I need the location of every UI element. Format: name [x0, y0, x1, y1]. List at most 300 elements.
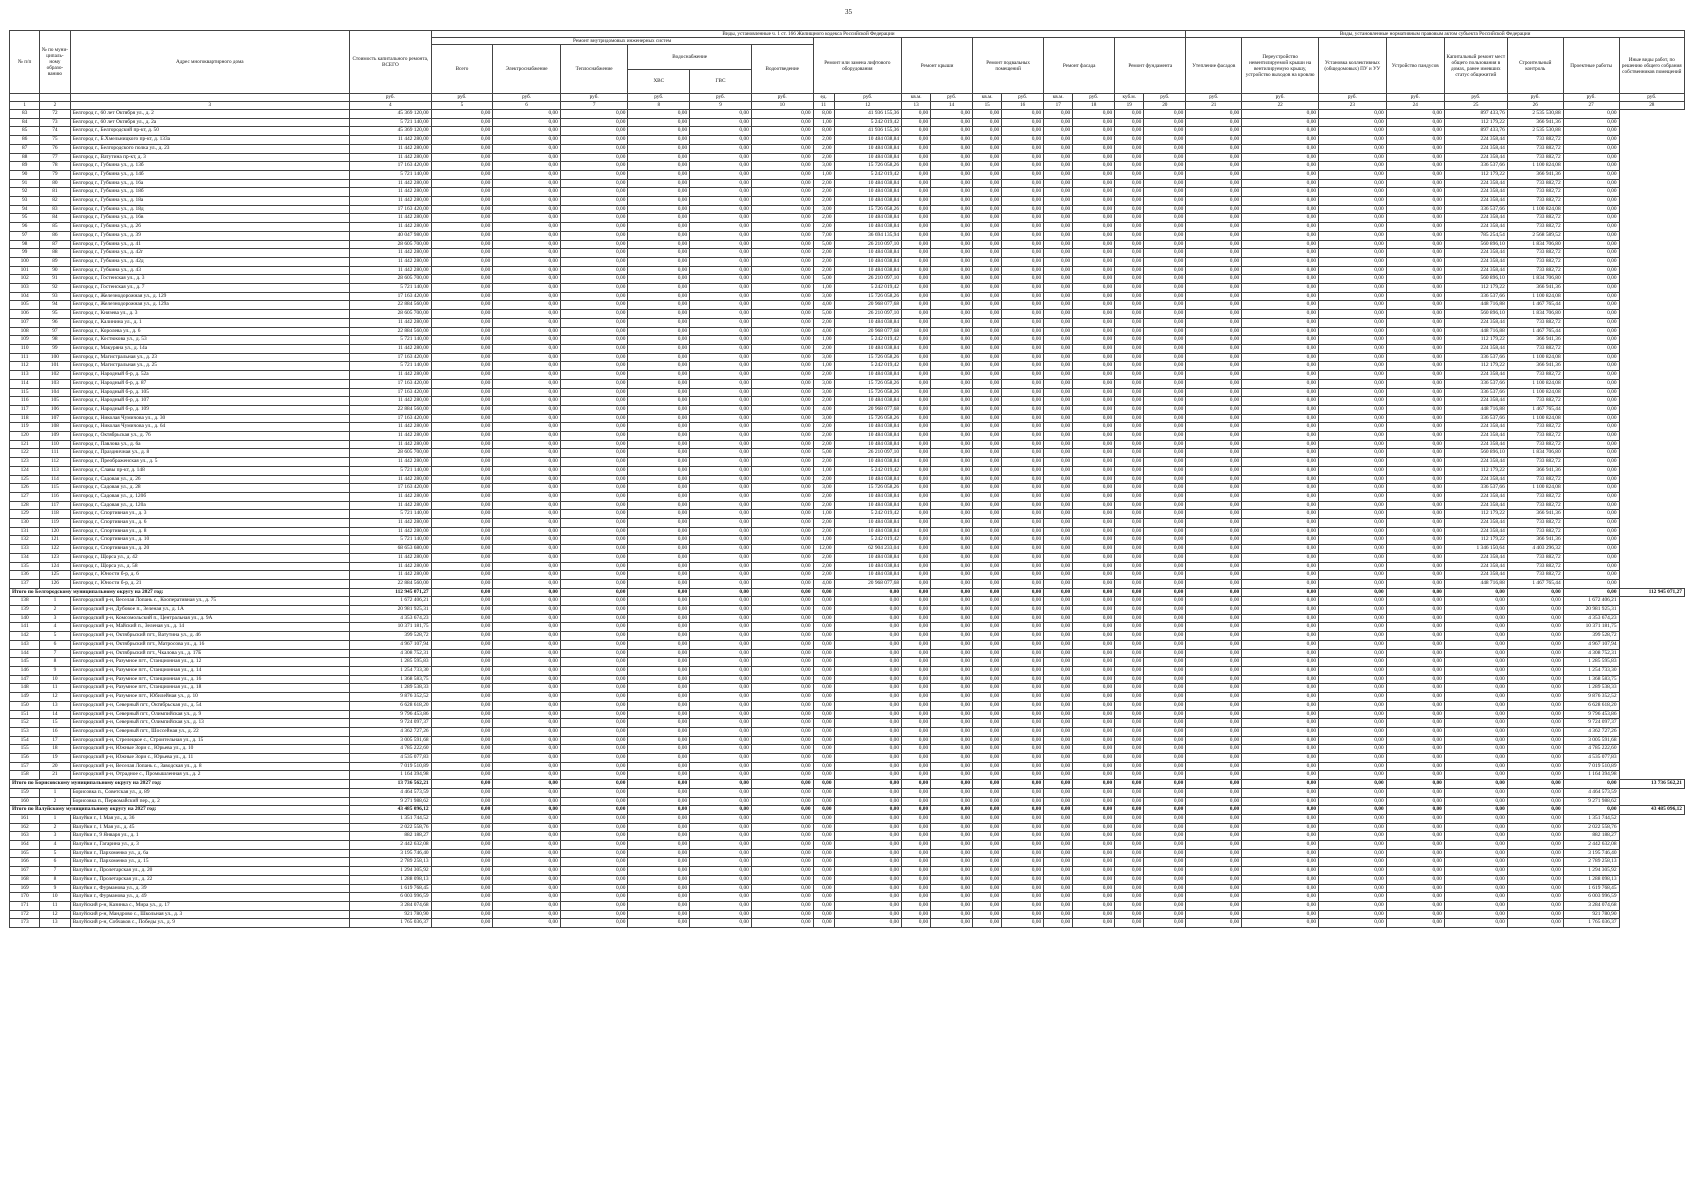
value-cell: 0,00	[690, 858, 752, 867]
lift-cost-cell: 0,00	[834, 710, 902, 719]
value-cell: 0,00	[1242, 649, 1319, 658]
value-cell: 0,00	[493, 736, 561, 745]
value-cell: 0,00	[493, 693, 561, 702]
value-cell: 0,00	[1319, 162, 1387, 171]
other-works-cell: 0,00	[1563, 179, 1619, 188]
value-cell: 0,00	[431, 205, 493, 214]
value-cell: 0,00	[690, 170, 752, 179]
other-works-cell: 0,00	[1563, 110, 1619, 119]
project-works-cell: 0,00	[1507, 788, 1563, 797]
value-cell: 0,00	[1242, 701, 1319, 710]
value-cell: 0,00	[1507, 806, 1563, 815]
value-cell: 0,00	[751, 362, 813, 371]
value-cell: 0,00	[902, 588, 931, 597]
other-works-cell: 3 284 074,68	[1563, 901, 1619, 910]
value-cell: 0,00	[973, 640, 1002, 649]
value-cell: 0,00	[431, 719, 493, 728]
project-works-cell: 733 882,72	[1507, 519, 1563, 528]
total-label: Итого по Белгородскому муниципальному округу на 2027 год:	[10, 588, 350, 597]
value-cell: 0,00	[1002, 701, 1044, 710]
project-works-cell: 0,00	[1507, 910, 1563, 919]
other-works-cell: 0,00	[1563, 440, 1619, 449]
value-cell: 0,00	[1073, 136, 1115, 145]
lift-units-cell: 0,00	[813, 597, 834, 606]
other-works-cell: 0,00	[1563, 127, 1619, 136]
other-works-cell: 0,00	[1563, 292, 1619, 301]
value-cell: 0,00	[902, 336, 931, 345]
value-cell: 0,00	[690, 292, 752, 301]
value-cell: 0,00	[1115, 754, 1144, 763]
value-cell: 0,00	[751, 841, 813, 850]
construction-control-cell: 112 179,22	[1444, 510, 1507, 519]
value-cell: 0,00	[1073, 841, 1115, 850]
value-cell: 0,00	[1002, 788, 1044, 797]
value-cell: 0,00	[1319, 780, 1387, 789]
lift-units-cell: 2,00	[813, 344, 834, 353]
value-cell: 0,00	[560, 466, 628, 475]
value-cell: 0,00	[751, 153, 813, 162]
value-cell: 0,00	[628, 823, 690, 832]
row-number-cell: 110	[10, 344, 40, 353]
value-cell: 0,00	[931, 519, 973, 528]
value-cell: 0,00	[1044, 832, 1073, 841]
value-cell: 0,00	[1044, 197, 1073, 206]
value-cell: 0,00	[931, 362, 973, 371]
value-cell: 0,00	[1044, 762, 1073, 771]
table-row	[10, 449, 1685, 458]
value-cell: 0,00	[1115, 797, 1144, 806]
value-cell: 0,00	[690, 257, 752, 266]
value-cell: 0,00	[1319, 344, 1387, 353]
value-cell: 0,00	[1386, 127, 1444, 136]
row-number-cell: 149	[10, 693, 40, 702]
value-cell: 0,00	[1319, 371, 1387, 380]
value-cell: 0,00	[1242, 797, 1319, 806]
project-works-cell: 733 882,72	[1507, 432, 1563, 441]
value-cell: 0,00	[1386, 440, 1444, 449]
project-works-cell: 0,00	[1507, 614, 1563, 623]
value-cell: 0,00	[902, 136, 931, 145]
value-cell: 0,00	[1044, 275, 1073, 284]
lift-units-cell: 2,00	[813, 318, 834, 327]
value-cell: 0,00	[1044, 188, 1073, 197]
cost-total-cell: 11 442 280,00	[350, 153, 432, 162]
row-number-cell: 108	[10, 327, 40, 336]
value-cell: 0,00	[1073, 684, 1115, 693]
lift-units-cell: 0,00	[813, 884, 834, 893]
value-cell: 0,00	[690, 701, 752, 710]
column-number-cell: 28	[1619, 102, 1684, 110]
value-cell: 0,00	[493, 231, 561, 240]
value-cell: 0,00	[690, 832, 752, 841]
unit-cell: руб.	[1386, 94, 1444, 102]
address-cell: Белгород г., Народный б-р, д. 52а	[70, 371, 350, 380]
value-cell: 0,00	[931, 318, 973, 327]
value-cell: 0,00	[628, 214, 690, 223]
value-cell: 0,00	[1044, 823, 1073, 832]
lift-units-cell: 2,00	[813, 223, 834, 232]
lift-cost-cell: 0,00	[834, 901, 902, 910]
construction-control-cell: 224 358,44	[1444, 249, 1507, 258]
value-cell: 0,00	[931, 579, 973, 588]
value-cell: 0,00	[751, 901, 813, 910]
value-cell: 0,00	[690, 466, 752, 475]
value-cell: 0,00	[931, 136, 973, 145]
value-cell: 0,00	[902, 240, 931, 249]
value-cell: 0,00	[1186, 606, 1242, 615]
value-cell: 0,00	[1242, 510, 1319, 519]
other-works-cell: 1 289 538,33	[1563, 684, 1619, 693]
value-cell: 0,00	[1144, 162, 1186, 171]
value-cell: 0,00	[1319, 379, 1387, 388]
value-cell: 0,00	[493, 910, 561, 919]
row-number-cell: 88	[10, 153, 40, 162]
other-works-cell: 1 285 595,83	[1563, 658, 1619, 667]
construction-control-cell: 336 537,66	[1444, 414, 1507, 423]
value-cell: 0,00	[1186, 327, 1242, 336]
value-cell: 0,00	[1044, 318, 1073, 327]
value-cell: 0,00	[1044, 388, 1073, 397]
value-cell: 0,00	[1186, 379, 1242, 388]
address-cell: Белгород г., Николая Чумичова ул., д. 30	[70, 414, 350, 423]
lift-units-cell: 0,00	[813, 893, 834, 902]
value-cell: 0,00	[1044, 379, 1073, 388]
value-cell: 0,00	[902, 414, 931, 423]
value-cell: 0,00	[1242, 658, 1319, 667]
value-cell: 0,00	[751, 205, 813, 214]
row-number-cell: 114	[10, 379, 40, 388]
table-row	[10, 788, 1685, 797]
address-cell: Борисовка п., Советская ул., д. 89	[70, 788, 350, 797]
value-cell: 0,00	[628, 762, 690, 771]
value-cell: 0,00	[751, 179, 813, 188]
value-cell: 0,00	[1073, 562, 1115, 571]
value-cell: 0,00	[1115, 640, 1144, 649]
value-cell: 0,00	[1002, 432, 1044, 441]
value-cell: 0,00	[628, 806, 690, 815]
cost-total-cell: 1 254 733,30	[350, 667, 432, 676]
row-number-cell: 106	[10, 310, 40, 319]
value-cell: 0,00	[493, 623, 561, 632]
value-cell: 0,00	[431, 353, 493, 362]
row-number-cell: 135	[10, 562, 40, 571]
municipal-number-cell: 92	[40, 284, 70, 293]
value-cell: 0,00	[431, 162, 493, 171]
value-cell: 0,00	[931, 170, 973, 179]
value-cell: 0,00	[1044, 344, 1073, 353]
value-cell: 0,00	[628, 684, 690, 693]
value-cell: 0,00	[1444, 780, 1507, 789]
value-cell: 0,00	[628, 501, 690, 510]
lift-cost-cell: 15 726 058,26	[834, 353, 902, 362]
value-cell: 0,00	[931, 649, 973, 658]
value-cell: 0,00	[1144, 762, 1186, 771]
value-cell: 0,00	[751, 675, 813, 684]
value-cell: 0,00	[931, 240, 973, 249]
value-cell: 0,00	[1319, 588, 1387, 597]
construction-control-cell: 0,00	[1444, 788, 1507, 797]
value-cell: 0,00	[973, 397, 1002, 406]
construction-control-cell: 336 537,66	[1444, 388, 1507, 397]
value-cell: 0,00	[1186, 501, 1242, 510]
lift-units-cell: 0,00	[813, 823, 834, 832]
header-group-subject: Виды, установленные нормативным правовым актом субъекта Российской Федерации	[1186, 31, 1685, 38]
value-cell: 0,00	[1044, 814, 1073, 823]
value-cell: 0,00	[902, 492, 931, 501]
project-works-cell: 733 882,72	[1507, 423, 1563, 432]
value-cell: 0,00	[1242, 614, 1319, 623]
project-works-cell: 0,00	[1507, 745, 1563, 754]
project-works-cell: 0,00	[1507, 632, 1563, 641]
value-cell: 0,00	[751, 110, 813, 119]
lift-cost-cell: 0,00	[834, 823, 902, 832]
value-cell: 0,00	[690, 910, 752, 919]
value-cell: 0,00	[1242, 240, 1319, 249]
value-cell: 0,00	[431, 832, 493, 841]
value-cell: 0,00	[973, 545, 1002, 554]
table-row	[10, 727, 1685, 736]
value-cell: 0,00	[902, 257, 931, 266]
value-cell: 0,00	[560, 440, 628, 449]
value-cell: 0,00	[493, 667, 561, 676]
value-cell: 0,00	[1115, 405, 1144, 414]
row-number-cell: 113	[10, 371, 40, 380]
value-cell: 0,00	[431, 432, 493, 441]
municipal-number-cell: 115	[40, 484, 70, 493]
row-number-cell: 161	[10, 814, 40, 823]
row-number-cell: 109	[10, 336, 40, 345]
value-cell: 0,00	[431, 649, 493, 658]
lift-cost-cell: 0,00	[834, 832, 902, 841]
value-cell: 0,00	[1115, 710, 1144, 719]
column-number-cell: 6	[493, 102, 561, 110]
value-cell: 0,00	[1386, 423, 1444, 432]
table-row	[10, 919, 1685, 928]
value-cell: 0,00	[690, 667, 752, 676]
address-cell: Белгород г., Щорса ул., д. 42	[70, 553, 350, 562]
value-cell: 0,00	[1115, 110, 1144, 119]
construction-control-cell: 112 179,22	[1444, 170, 1507, 179]
lift-cost-cell: 0,00	[834, 597, 902, 606]
lift-cost-cell: 20 968 077,68	[834, 579, 902, 588]
value-cell: 0,00	[1242, 771, 1319, 780]
lift-units-cell: 2,00	[813, 371, 834, 380]
value-cell: 0,00	[1186, 362, 1242, 371]
value-cell: 0,00	[1386, 780, 1444, 789]
value-cell: 0,00	[1044, 858, 1073, 867]
lift-units-cell: 0,00	[813, 675, 834, 684]
lift-units-cell: 1,00	[813, 284, 834, 293]
project-works-cell: 733 882,72	[1507, 179, 1563, 188]
municipal-number-cell: 73	[40, 118, 70, 127]
row-number-cell: 168	[10, 875, 40, 884]
value-cell: 0,00	[1186, 231, 1242, 240]
address-cell: Валуйки г., Пролетарская ул., д. 20	[70, 867, 350, 876]
unit-cell: руб.	[493, 94, 561, 102]
value-cell: 0,00	[902, 640, 931, 649]
construction-control-cell: 224 358,44	[1444, 266, 1507, 275]
value-cell: 0,00	[431, 849, 493, 858]
value-cell: 0,00	[973, 780, 1002, 789]
row-number-cell: 141	[10, 623, 40, 632]
cost-total-cell: 17 163 420,00	[350, 162, 432, 171]
lift-cost-cell: 0,00	[834, 606, 902, 615]
total-label: Итого по Валуйскому муниципальному округу на 2027 год:	[10, 806, 350, 815]
value-cell: 0,00	[1073, 579, 1115, 588]
cost-total-cell: 6 628 618,20	[350, 701, 432, 710]
value-cell: 0,00	[1386, 484, 1444, 493]
municipal-number-cell: 102	[40, 371, 70, 380]
other-works-cell: 0,00	[1563, 466, 1619, 475]
address-cell: Белгород г., Народный б-р, д. 87	[70, 379, 350, 388]
value-cell: 0,00	[1186, 144, 1242, 153]
value-cell: 0,00	[902, 353, 931, 362]
value-cell: 0,00	[902, 275, 931, 284]
lift-cost-cell: 0,00	[834, 719, 902, 728]
cost-total-cell: 1 289 538,33	[350, 684, 432, 693]
value-cell: 0,00	[1444, 806, 1507, 815]
row-number-cell: 123	[10, 458, 40, 467]
value-cell: 0,00	[902, 284, 931, 293]
value-cell: 0,00	[1073, 797, 1115, 806]
value-cell: 0,00	[1002, 136, 1044, 145]
value-cell: 0,00	[902, 754, 931, 763]
other-works-cell: 4 353 674,23	[1563, 614, 1619, 623]
table-row	[10, 579, 1685, 588]
other-works-cell: 0,00	[1563, 527, 1619, 536]
value-cell: 0,00	[628, 632, 690, 641]
table-row	[10, 797, 1685, 806]
lift-cost-cell: 0,00	[834, 675, 902, 684]
value-cell: 0,00	[1115, 292, 1144, 301]
value-cell: 0,00	[973, 127, 1002, 136]
value-cell: 0,00	[931, 901, 973, 910]
value-cell: 0,00	[1319, 388, 1387, 397]
project-works-cell: 733 882,72	[1507, 197, 1563, 206]
value-cell: 0,00	[493, 127, 561, 136]
row-number-cell: 122	[10, 449, 40, 458]
value-cell: 0,00	[1002, 588, 1044, 597]
value-cell: 0,00	[690, 371, 752, 380]
value-cell: 0,00	[751, 510, 813, 519]
value-cell: 0,00	[1073, 745, 1115, 754]
value-cell: 0,00	[902, 841, 931, 850]
row-number-cell: 102	[10, 275, 40, 284]
value-cell: 0,00	[628, 492, 690, 501]
row-number-cell: 136	[10, 571, 40, 580]
project-works-cell: 2 535 530,88	[1507, 110, 1563, 119]
project-works-cell: 366 941,36	[1507, 536, 1563, 545]
value-cell: 0,00	[1319, 701, 1387, 710]
value-cell: 0,00	[628, 397, 690, 406]
table-row	[10, 867, 1685, 876]
value-cell: 0,00	[1242, 527, 1319, 536]
lift-cost-cell: 26 210 097,10	[834, 275, 902, 284]
value-cell: 0,00	[1186, 214, 1242, 223]
address-cell: Белгород г., Макуряна ул., д. 14а	[70, 344, 350, 353]
construction-control-cell: 0,00	[1444, 597, 1507, 606]
value-cell: 0,00	[1319, 597, 1387, 606]
municipal-number-cell: 79	[40, 170, 70, 179]
value-cell: 0,00	[690, 501, 752, 510]
municipal-number-cell: 96	[40, 318, 70, 327]
row-number-cell: 103	[10, 284, 40, 293]
value-cell: 0,00	[431, 919, 493, 928]
value-cell: 0,00	[1186, 727, 1242, 736]
value-cell: 0,00	[1242, 814, 1319, 823]
value-cell: 0,00	[1242, 571, 1319, 580]
row-number-cell: 121	[10, 440, 40, 449]
value-cell: 0,00	[1386, 771, 1444, 780]
value-cell: 0,00	[1144, 440, 1186, 449]
value-cell: 0,00	[751, 858, 813, 867]
value-cell: 0,00	[1386, 884, 1444, 893]
value-cell: 0,00	[1002, 814, 1044, 823]
cost-total-cell: 4 967 107,94	[350, 640, 432, 649]
value-cell: 0,00	[1186, 257, 1242, 266]
value-cell: 0,00	[493, 405, 561, 414]
construction-control-cell: 0,00	[1444, 814, 1507, 823]
value-cell: 0,00	[560, 301, 628, 310]
column-number-cell: 7	[560, 102, 628, 110]
value-cell: 0,00	[431, 606, 493, 615]
value-cell: 0,00	[1115, 458, 1144, 467]
value-cell: 0,00	[1002, 797, 1044, 806]
lift-cost-cell: 10 484 038,84	[834, 266, 902, 275]
project-works-cell: 0,00	[1507, 832, 1563, 841]
value-cell: 0,00	[973, 440, 1002, 449]
value-cell: 0,00	[628, 388, 690, 397]
value-cell: 0,00	[902, 388, 931, 397]
value-cell: 0,00	[1044, 249, 1073, 258]
lift-units-cell: 2,00	[813, 519, 834, 528]
value-cell: 0,00	[1002, 379, 1044, 388]
value-cell: 0,00	[1186, 597, 1242, 606]
lift-units-cell: 2,00	[813, 257, 834, 266]
project-works-cell: 1 100 824,08	[1507, 379, 1563, 388]
value-cell: 0,00	[1073, 110, 1115, 119]
value-cell: 0,00	[1044, 893, 1073, 902]
cost-total-cell: 11 442 280,00	[350, 519, 432, 528]
value-cell: 0,00	[1386, 901, 1444, 910]
value-cell: 0,00	[690, 162, 752, 171]
other-works-cell: 1 288 098,13	[1563, 875, 1619, 884]
value-cell: 0,00	[1044, 623, 1073, 632]
cost-total-cell: 2 789 258,13	[350, 858, 432, 867]
value-cell: 0,00	[1002, 771, 1044, 780]
value-cell: 0,00	[1073, 484, 1115, 493]
value-cell: 0,00	[1386, 257, 1444, 266]
value-cell: 0,00	[690, 867, 752, 876]
lift-cost-cell: 26 210 097,10	[834, 240, 902, 249]
value-cell: 0,00	[1073, 118, 1115, 127]
value-cell: 0,00	[431, 501, 493, 510]
value-cell: 0,00	[560, 414, 628, 423]
value-cell: 0,00	[560, 266, 628, 275]
value-cell: 0,00	[1319, 284, 1387, 293]
value-cell: 0,00	[902, 440, 931, 449]
value-cell: 0,00	[1044, 649, 1073, 658]
address-cell: Белгород г., Белгородский пр-кт, д. 50	[70, 127, 350, 136]
cost-total-cell: 4 464 573,59	[350, 788, 432, 797]
other-works-cell: 0,00	[1563, 153, 1619, 162]
lift-cost-cell: 0,00	[834, 884, 902, 893]
units-row	[10, 94, 1685, 102]
value-cell: 0,00	[1044, 371, 1073, 380]
value-cell: 0,00	[1386, 814, 1444, 823]
value-cell: 0,00	[690, 614, 752, 623]
value-cell: 0,00	[628, 649, 690, 658]
